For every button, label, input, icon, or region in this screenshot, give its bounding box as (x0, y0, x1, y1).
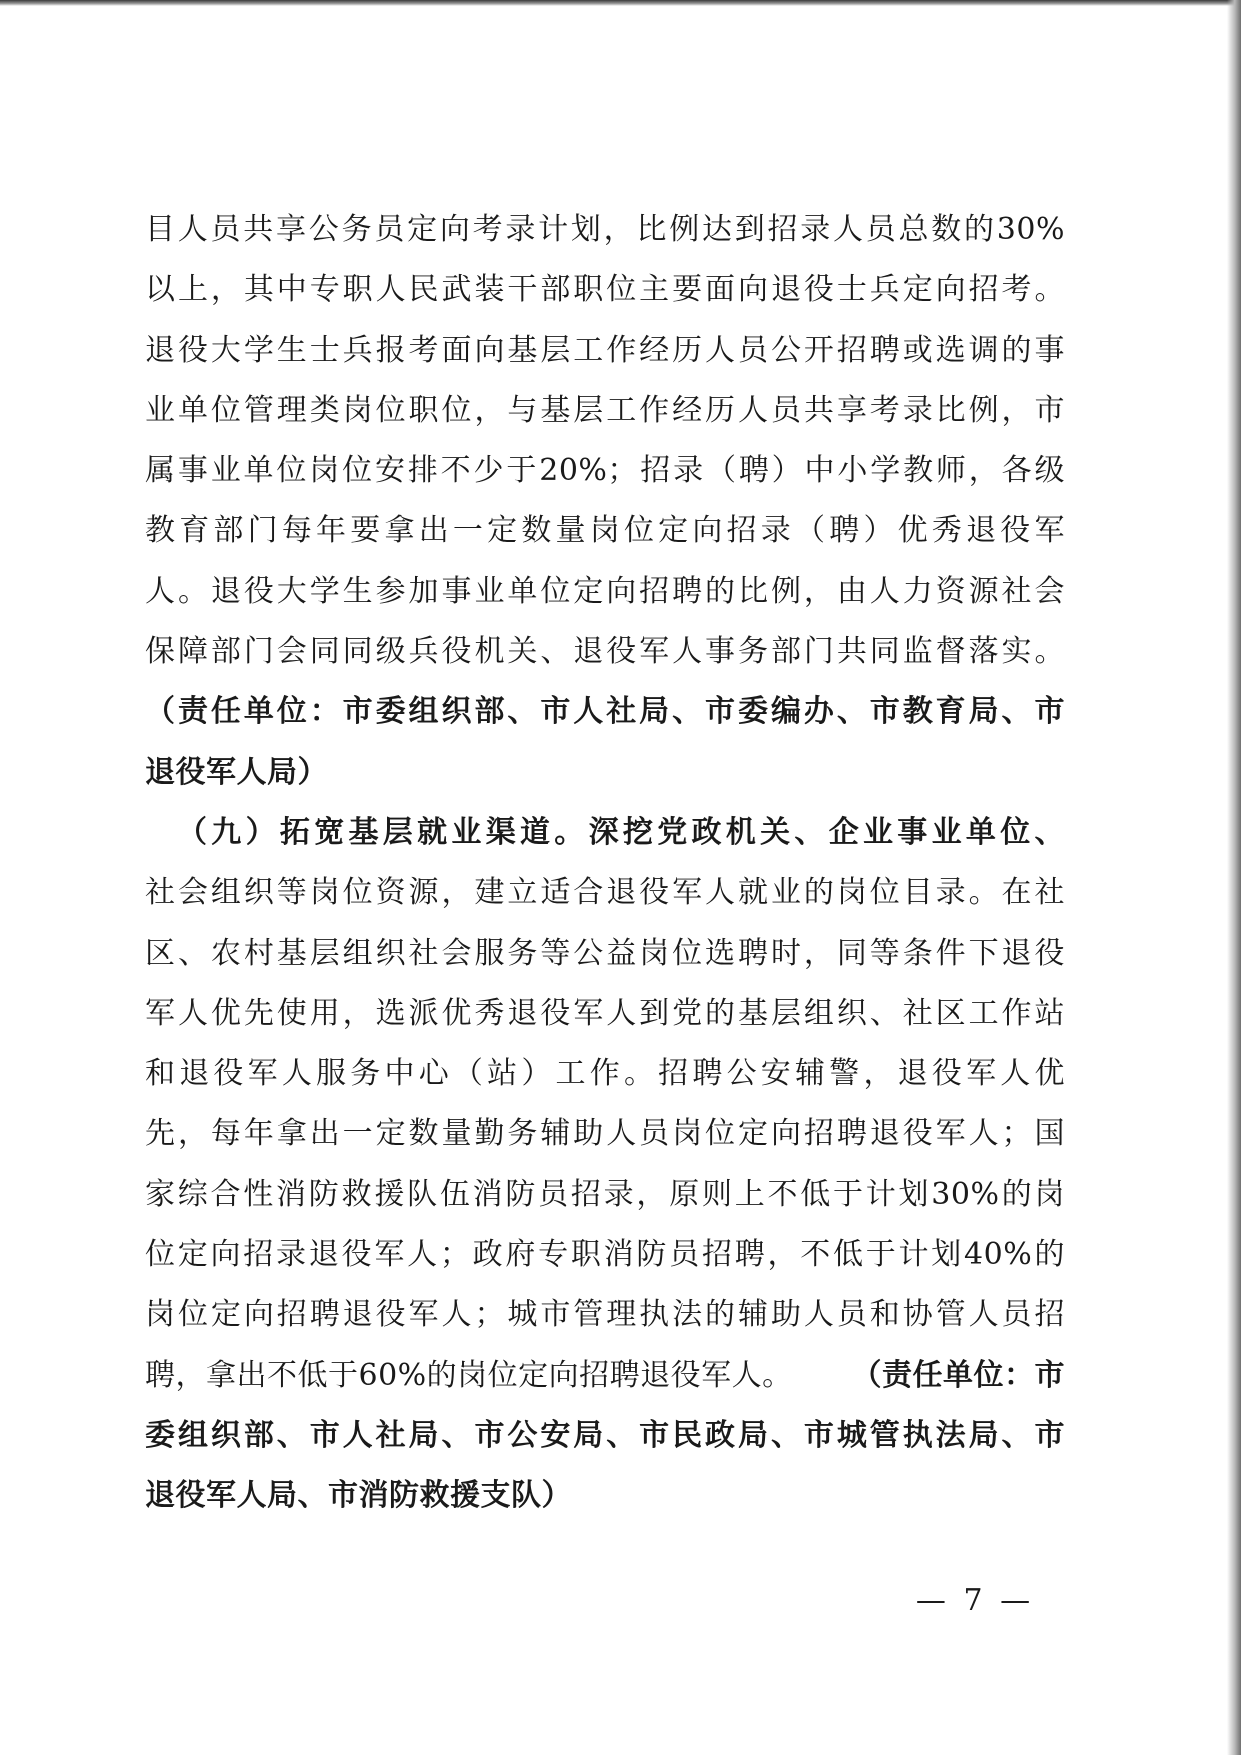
body-line-with-responsibility (145, 1346, 1065, 1406)
body-line-segment: 聘，拿出不低于60%的岗位定向招聘退役军人。 (145, 1357, 793, 1393)
body-line: 岗位定向招聘退役军人；城市管理执法的辅助人员和协管人员招 (145, 1297, 1065, 1333)
body-line: 属事业单位岗位安排不少于20%；招录（聘）中小学教师，各级 (145, 453, 1065, 489)
responsibility-line: 委组织部、市人社局、市公安局、市民政局、市城管执法局、市 (145, 1417, 1065, 1453)
body-line: 先，每年拿出一定数量勤务辅助人员岗位定向招聘退役军人；国 (145, 1116, 1065, 1152)
body-line: 人。退役大学生参加事业单位定向招聘的比例，由人力资源社会 (145, 573, 1065, 609)
body-line: 和退役军人服务中心（站）工作。招聘公安辅警，退役军人优 (145, 1056, 1065, 1092)
body-line: 位定向招录退役军人；政府专职消防员招聘，不低于计划40%的 (145, 1237, 1065, 1273)
responsibility-segment: （责任单位：市 (851, 1357, 1065, 1393)
scan-right-edge (1227, 0, 1241, 1755)
document-body (145, 200, 1065, 1527)
body-line: 业单位管理类岗位职位，与基层工作经历人员共享考录比例，市 (145, 392, 1065, 428)
body-line: 社会组织等岗位资源，建立适合退役军人就业的岗位目录。在社 (145, 875, 1065, 911)
body-line: 区、农村基层组织社会服务等公益岗位选聘时，同等条件下退役 (145, 935, 1065, 971)
page-number: — 7 — (915, 1583, 1035, 1618)
responsibility-line: （责任单位：市委组织部、市人社局、市委编办、市教育局、市 (145, 694, 1065, 730)
body-line: 以上，其中专职人民武装干部职位主要面向退役士兵定向招考。 (145, 272, 1065, 308)
body-line: 保障部门会同同级兵役机关、退役军人事务部门共同监督落实。 (145, 634, 1065, 670)
responsibility-line: 退役军人局） (145, 754, 328, 790)
scan-top-edge (0, 0, 1241, 6)
body-line: 退役大学生士兵报考面向基层工作经历人员公开招聘或选调的事 (145, 332, 1065, 368)
body-line: 目人员共享公务员定向考录计划，比例达到招录人员总数的30% (145, 212, 1065, 247)
body-line: 军人优先使用，选派优秀退役军人到党的基层组织、社区工作站 (145, 995, 1065, 1031)
body-line: 家综合性消防救援队伍消防员招录，原则上不低于计划30%的岗 (145, 1176, 1065, 1212)
section-heading-line: （九）拓宽基层就业渠道。深挖党政机关、企业事业单位、 (177, 814, 1065, 850)
responsibility-line: 退役军人局、市消防救援支队） (145, 1478, 572, 1514)
body-line: 教育部门每年要拿出一定数量岗位定向招录（聘）优秀退役军 (145, 513, 1065, 549)
